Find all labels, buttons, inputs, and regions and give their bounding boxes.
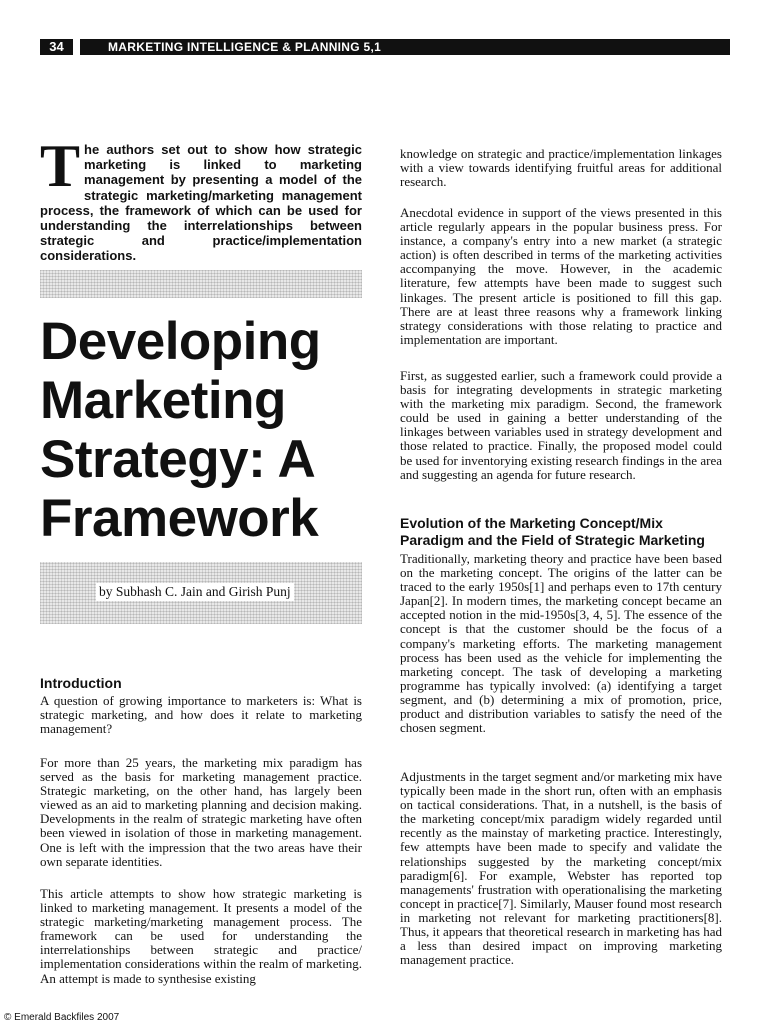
abstract: [40, 133, 362, 264]
title-line: Marketing: [40, 371, 286, 430]
paragraph: Anecdotal evidence in support of the views presented in this article regularly appears in the popular business press. For instance, a company's entry into a new market (a strategic action) is often described in terms of the marketing activities accompanying the move. However, in the academic literature, few attempts have been made to suggest such linkages. The present article is positioned to fill this gap. There are at least three reasons why a framework linking strategy considerations with those relating to practice and implementation are important.: [400, 205, 722, 347]
author-byline: by Subhash C. Jain and Girish Punj: [96, 583, 294, 601]
decorative-screen-band: [40, 270, 362, 298]
paragraph: Adjustments in the target segment and/or marketing mix have typically been made in the short run, often with an emphasis on tactical considerations. That, in a nutshell, is the basis of the marketing concept/mix paradigm widely regarded until recently as the mainstay of marketing practice. Interestingly, few attempts have been made to specify and validate the relationships suggested by the marketing concept/mix paradigm[6]. For example, Webster has reported top managements' frustration with operationalising the marketing concept in practice[7]. Similarly, Mauser found most research in marketing not relevant for marketing practitioners[8]. Thus, it appears that theoretical research in marketing has had a less than desired impact on improving marketing management practice.: [400, 769, 722, 968]
abstract-text: he authors set out to show how strategic marketing is linked to marketing management by presenting a model of the strategic marketing/marketing management process, the framework of which can be used for understanding the interrelationships between strategic and practice/implementation considerations.: [40, 142, 362, 264]
running-header: [40, 39, 730, 55]
title-line: Framework: [40, 489, 319, 548]
page-number: 34: [40, 39, 73, 55]
section-heading-introduction: Introduction: [40, 675, 122, 691]
paragraph: First, as suggested earlier, such a framework could provide a basis for integrating developments in strategic marketing with the marketing mix paradigm. Second, the framework could be used in gaining a better understanding of the linkages between variables used in strategy development and those related to practice. Finally, the proposed model could be used for inventorying existing research findings in the area and suggesting an agenda for future research.: [400, 368, 722, 482]
drop-cap: T: [40, 133, 81, 199]
section-heading-evolution: [400, 515, 730, 549]
journal-title: MARKETING INTELLIGENCE & PLANNING 5,1: [80, 39, 730, 55]
heading-line: Paradigm and the Field of Strategic Marketing: [400, 532, 705, 548]
paragraph: Traditionally, marketing theory and practice have been based on the marketing concept. The origins of the latter can be traced to the early 1950s[1] and perhaps even to 17th century Japan[2]. In modern times, the marketing concept became an accepted notion in the mid-1950s[3, 4, 5]. The essence of the concept is that the customer should be the focus of a company's marketing efforts. The marketing management process has been used as the vehicle for implementing the marketing concept. The task of developing a marketing programme has typically involved: (a) identifying a target segment, and (b) determining a mix of promotion, price, product and distribution variables to satisfy the need of the chosen segment.: [400, 551, 722, 736]
article-title: [40, 312, 370, 548]
paragraph: For more than 25 years, the marketing mix paradigm has served as the basis for marketing management practice. Strategic marketing, on the other hand, has largely been viewed as an aid to marketing planning and decision making. Developments in the realm of strategic marketing have often been viewed in isolation of those in marketing management. One is left with the impression that the two areas have their own separate identities.: [40, 755, 362, 869]
paragraph: This article attempts to show how strategic marketing is linked to marketing management. It presents a model of the strategic marketing/marketing management process. The framework can be used for understanding the interrelationships between strategic and practice/ implementation considerations within the realm of marketing. An attempt is made to synthesise existing: [40, 886, 362, 986]
title-line: Developing: [40, 312, 321, 371]
title-line: Strategy: A: [40, 430, 316, 489]
heading-line: Evolution of the Marketing Concept/Mix: [400, 515, 663, 531]
copyright-notice: © Emerald Backfiles 2007: [4, 1012, 120, 1023]
paragraph: A question of growing importance to marketers is: What is strategic marketing, and how does it relate to marketing management?: [40, 693, 362, 737]
paragraph: knowledge on strategic and practice/implementation linkages with a view towards identifying fruitful areas for additional research.: [400, 146, 722, 190]
